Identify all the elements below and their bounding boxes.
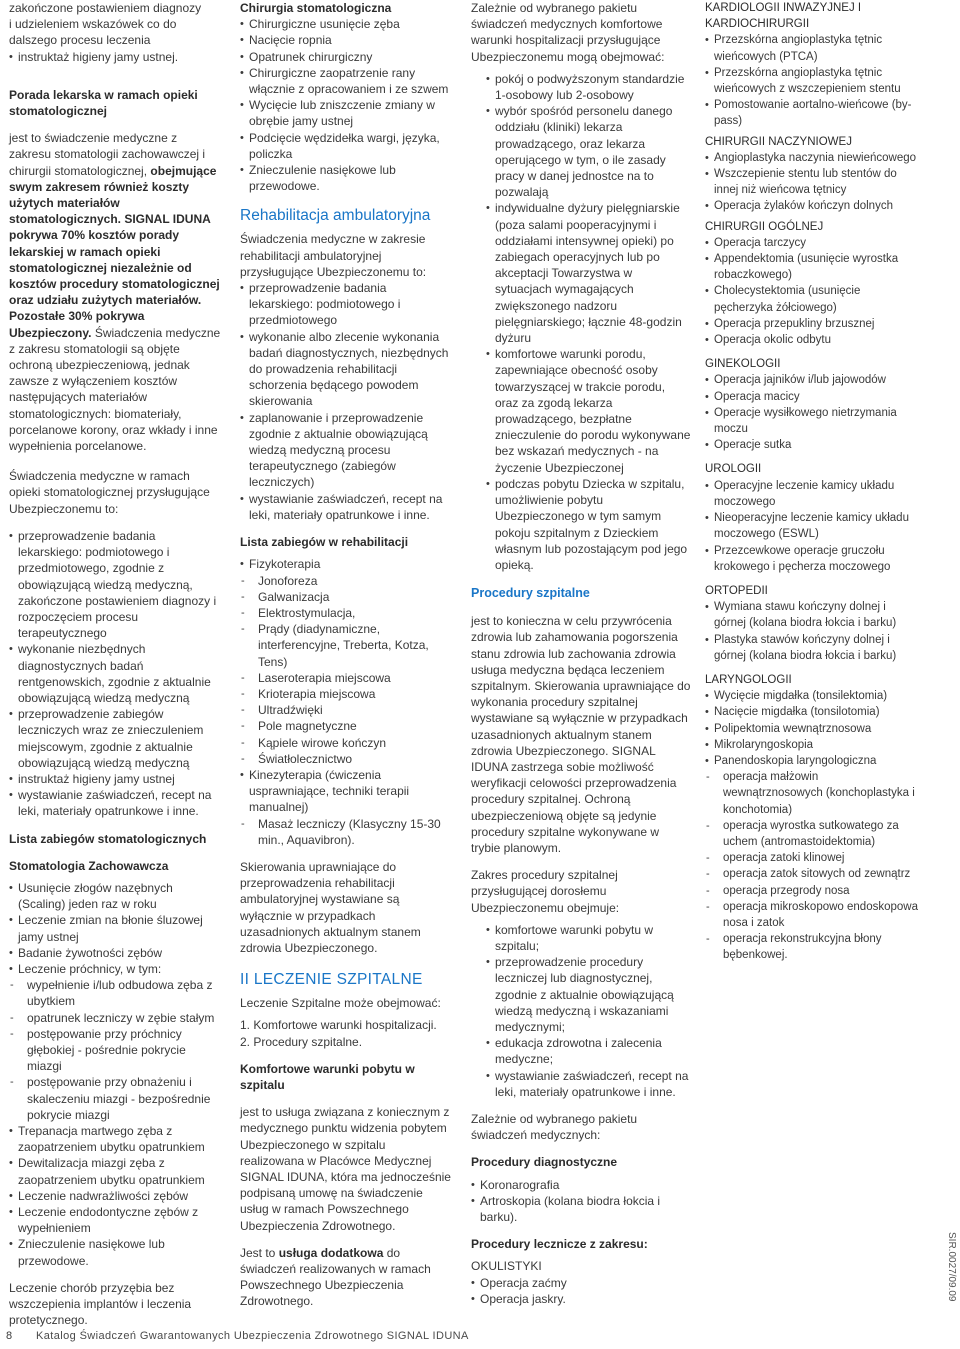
sub-list-item: - Elektrostymulacja, <box>240 605 452 621</box>
rehab-heading: Rehabilitacja ambulatoryjna <box>240 207 431 225</box>
rehab-intro: Świadczenia medyczne w zakresie rehabilitacji ambulatoryjnej przysługujące Ubezpieczonemu to: <box>240 232 427 279</box>
list-item: • Wymiana stawu kończyny dolnej i górnej (kolana biodra łokcia i barku) <box>705 599 920 631</box>
footer-text: Katalog Świadczeń Gwarantowanych Ubezpieczenia Zdrowotnego SIGNAL IDUNA <box>36 1330 469 1342</box>
list-item: • komfortowe warunki pobytu w szpitalu; <box>471 922 691 954</box>
rehab-list <box>240 280 452 523</box>
list-item: • Operacja przepukliny brzusznej <box>705 316 920 332</box>
section-list <box>705 235 920 348</box>
list-item: • Znieczulenie nasiękowe lub przewodowe. <box>240 162 452 194</box>
zakres-list <box>471 922 691 1100</box>
column-1 <box>9 0 221 1328</box>
section-heading: CHIRURGII NACZYNIOWEJ <box>705 135 852 148</box>
sub-list-item: - operacja przegrody nosa <box>705 883 920 899</box>
sub-list-item: - operacja zatok sitowych od zewnątrz <box>705 866 920 882</box>
sub-list-item: - Masaż leczniczy (Klasyczny 15-30 min., Aquavibron). <box>240 816 452 848</box>
leczenie-list <box>240 1017 452 1049</box>
porada-text-2: Świadczenia medyczne z zakresu stomatologii są objęte ochroną ubezpieczeniową, jednak zawsze z wyłączeniem kosztów następujących materiałów stomatologicznych: biomateriały, porcelanowe korony, oraz wkłady i inne wypełnienia porcelanowe. <box>9 325 221 454</box>
list-item: • Nacięcie migdałka (tonsilotomia) <box>705 704 920 720</box>
list-item: • Leczenie próchnicy, w tym: <box>9 961 221 977</box>
intro-lines <box>9 0 221 49</box>
column-3 <box>471 0 691 1307</box>
document-code-text: SIR.0027/09.09 <box>946 1232 957 1302</box>
list-item: • Operacje sutka <box>705 437 920 453</box>
sub-list-item: - operacja zatoki klinowej <box>705 850 920 866</box>
porada-bold-text: obejmujące swym zakresem również koszty użytych materiałów stomatologicznych. SIGNAL IDUNA pokrywa 70% kosztów porady lekarskiej w ramach opieki stomatologicznej niezależnie od kosztów procedury stomatologicznej oraz udziału zużytych materiałów. Pozostałe 30% pokrywa Ubezpieczony. <box>9 163 220 340</box>
zachowawcza-heading: Stomatologia Zachowawcza <box>9 858 169 873</box>
usluga-bold: usługa dodatkowa <box>278 1245 384 1260</box>
list-item: • przeprowadzenie zabiegów leczniczych wraz ze znieczuleniem miejscowym, zgodnie z aktualnie obowiązującą wiedzą medyczną <box>9 706 221 771</box>
list-item: • Angioplastyka naczynia niewieńcowego <box>705 150 920 166</box>
komfort-text: jest to usługa związana z koniecznym z medycznego punktu widzenia pobytem Ubezpieczonego w szpitalu realizowana w Placówce Medycznej SIGNAL IDUNA, która ma jednocześnie podpisaną umowę na świadczenie usług w ramach Powszechnego Ubezpieczenia Zdrowotnego. <box>240 1105 451 1233</box>
sub-list-item: - operacja małżowin wewnątrznosowych (konchoplastyka i konchotomia) <box>705 769 920 818</box>
komfort-heading: Komfortowe warunki pobytu w szpitalu <box>240 1061 415 1092</box>
section-list <box>705 599 920 664</box>
sub-list-item: - operacja mikroskopowo endoskopowa nosa i zatok <box>705 899 920 931</box>
intro-line: dalszego procesu leczenia <box>9 33 151 48</box>
list-item: • Panendoskopia laryngologiczna <box>705 753 920 769</box>
sub-list-item: - postępowanie przy obnażeniu i skaleczeniu miazgi - bezpośrednie pokrycie miazgi <box>9 1074 221 1123</box>
list-item: • Wszczepienie stentu lub stentów do innej niż wieńcowa tętnicy <box>705 166 920 198</box>
list-item: • Operacja jajników i/lub jajowodów <box>705 372 920 388</box>
list-item: • komfortowe warunki porodu, zapewniające obecność osoby towarzyszącej w trakcie porodu, oraz za zgodą lekarza prowadzącego, bezpłatne znieczulenie do porodu wykonywane bez wskazań medycznych - na życzenie Ubezpieczonej <box>471 346 691 476</box>
list-item: • Operacja zaćmy <box>471 1275 691 1291</box>
section-heading: ORTOPEDII <box>705 584 768 597</box>
sub-list-item: - operacja wyrostka sutkowatego za uchem (antromastoidektomia) <box>705 818 920 850</box>
komfort-list <box>471 71 691 573</box>
list-item: • instruktaż higieny jamy ustnej. <box>9 49 221 65</box>
list-item: • Kinezyterapia (ćwiczenia usprawniające, techniki terapii manualnej) <box>240 767 452 816</box>
list-item: • Appendektomia (usunięcie wyrostka robaczkowego) <box>705 251 920 283</box>
list-item: • Operacja jaskry. <box>471 1291 691 1307</box>
section-list <box>705 688 920 963</box>
swiadczenia-list <box>9 528 221 820</box>
list-item: • Trepanacja martwego zęba z zaopatrzeniem ubytku opatrunkiem <box>9 1123 221 1155</box>
chirurgia-list <box>240 16 452 194</box>
sub-list-item: - wypełnienie i/lub odbudowa zęba z ubytkiem <box>9 977 221 1009</box>
list-item: • Operacje wysiłkowego nietrzymania moczu <box>705 405 920 437</box>
sub-list-item: - Pole magnetyczne <box>240 718 452 734</box>
list-item: • Leczenie endodontyczne zębów z wypełnieniem <box>9 1204 221 1236</box>
sub-list-item: - postępowanie przy próchnicy głębokiej - pośrednie pokrycie miazgi <box>9 1026 221 1075</box>
list-item: • Pomostowanie aortalno-wieńcowe (by-pass) <box>705 97 920 129</box>
zachowawcza-list <box>9 880 221 1269</box>
list-item: • Znieczulenie nasiękowe lub przewodowe. <box>9 1236 221 1268</box>
list-item: • Polipektomia wewnątrznosowa <box>705 721 920 737</box>
sub-list-item: - Galwanizacja <box>240 589 452 605</box>
sub-list-item: - Światłolecznictwo <box>240 751 452 767</box>
lista-rehab-heading: Lista zabiegów w rehabilitacji <box>240 535 409 550</box>
okulistyki-heading: OKULISTYKI <box>471 1259 542 1274</box>
list-item: • Badanie żywotności zębów <box>9 945 221 961</box>
intro-line: zakończone postawieniem diagnozy <box>9 1 202 15</box>
list-item: • instruktaż higieny jamy ustnej <box>9 771 221 787</box>
column-4 <box>705 0 920 964</box>
list-item: • Operacja żylaków kończyn dolnych <box>705 198 920 214</box>
section-list <box>705 478 920 575</box>
list-item: • wystawianie zaświadczeń, recept na leki, materiały opatrunkowe i inne. <box>471 1068 691 1100</box>
chirurgia-heading: Chirurgia stomatologiczna <box>240 1 392 15</box>
list-item: • przeprowadzenie badania lekarskiego: podmiotowego i przedmiotowego <box>240 280 452 329</box>
skierowania-text: Skierowania uprawniające do przeprowadzenia rehabilitacji ambulatoryjnej wystawiane są wyłącznie w przypadkach uzasadnionych aktualnym stanem zdrowia Ubezpieczonego. <box>240 859 421 955</box>
list-item: • Opatrunek chirurgiczny <box>240 49 452 65</box>
sub-list-item: - Ultradźwięki <box>240 702 452 718</box>
section-heading: UROLOGII <box>705 463 762 476</box>
sub-list-item: - operacja rekonstrukcyjna błony bębenkowej. <box>705 931 920 963</box>
porada-text: jest to świadczenie medyczne z zakresu stomatologii zachowawczej i chirurgii stomatologicznej, <box>9 131 206 178</box>
okulistyki-list <box>471 1275 691 1307</box>
list-item: • Koronarografia <box>471 1177 691 1193</box>
section-heading: GINEKOLOGII <box>705 358 781 371</box>
section-list <box>705 32 920 129</box>
list-item: • podczas pobytu Dziecka w szpitalu, umożliwienie pobytu Ubezpieczonego w tym samym pokoju szpitalnym z Dzieckiem własnym lub pozostającym pod jego opieką. <box>471 476 691 573</box>
list-item: • Dewitalizacja miazgi zęba z zaopatrzeniem ubytku opatrunkiem <box>9 1155 221 1187</box>
sub-list-item: - Krioterapia miejscowa <box>240 686 452 702</box>
list-item: • Przezskórna angioplastyka tętnic wieńcowych z wszczepieniem stentu <box>705 65 920 97</box>
list-item: • Wycięcie migdałka (tonsilektomia) <box>705 688 920 704</box>
list-item: • przeprowadzenie badania lekarskiego: podmiotowego i przedmiotowego, zgodnie z obowiązującą wiedzą medyczną, zakończone postawieniem diagnozy i rozpoczęciem procesu terapeutycznego <box>9 528 221 641</box>
list-item: • Cholecystektomia (usunięcie pęcherzyka żółciowego) <box>705 283 920 315</box>
diagnostyczne-heading: Procedury diagnostyczne <box>471 1155 618 1170</box>
list-item: • Operacja macicy <box>705 389 920 405</box>
zaleznie-text: Zależnie od wybranego pakietu świadczeń medycznych: <box>471 1112 638 1143</box>
list-item: • Usunięcie złogów nazębnych (Scaling) jeden raz w roku <box>9 880 221 912</box>
intro-line: i udzieleniem wskazówek co do <box>9 17 177 32</box>
list-item: • wykonanie albo zlecenie wykonania badań diagnostycznych, niezbędnych do prowadzenia rehabilitacji schorzenia będącego powodem skierowania <box>240 329 452 410</box>
leczenie-szpitalne-heading: II LECZENIE SZPITALNE <box>240 971 423 989</box>
list-item: • Podcięcie wędzidełka wargi, języka, policzka <box>240 130 452 162</box>
list-item: • Nieoperacyjne leczenie kamicy układu moczowego (ESWL) <box>705 510 920 542</box>
list-item: • Leczenie zmian na błonie śluzowej jamy ustnej <box>9 912 221 944</box>
section-list <box>705 150 920 215</box>
section-heading: LARYNGOLOGII <box>705 673 792 686</box>
sub-list-item: - Jonoforeza <box>240 573 452 589</box>
document-code <box>944 1232 958 1312</box>
column-2 <box>240 0 452 1310</box>
list-item: • Operacyjne leczenie kamicy układu moczowego <box>705 478 920 510</box>
list-item: • zaplanowanie i przeprowadzenie zgodnie z aktualnie obowiązującą wiedzą medyczną procesu terapeutycznego (zabiegów leczniczych) <box>240 410 452 491</box>
porada-paragraph <box>9 130 221 454</box>
list-item: • edukacja zdrowotna i zalecenia medyczne; <box>471 1035 691 1067</box>
diagnostyczne-list <box>471 1177 691 1226</box>
closing-text: Leczenie chorób przyzębia bez wszczepienia implantów i leczenia protetycznego. <box>9 1280 192 1328</box>
intro-bullet-list <box>9 49 221 65</box>
list-item: • indywidualne dyżury pielęgniarskie (poza salami pooperacyjnymi i oddziałami intensywnej opieki) po zabiegach operacyjnych lub po akceptacji Towarzystwa w sytuacjach wymagających zwiększonego nadzoru pielęgniarskiego; łącznie 48-godzin dyżuru <box>471 200 691 346</box>
leczenie-list-item: 1. Komfortowe warunki hospitalizacji. <box>240 1018 437 1033</box>
usluga-pre: Jest to <box>240 1245 279 1260</box>
list-item: • pokój o podwyższonym standardzie 1-osobowy lub 2-osobowy <box>471 71 691 103</box>
procedury-text: jest to konieczna w celu przywrócenia zdrowia lub zahamowania pogorszenia stanu zdrowia lub zachowania zdrowia usługa medyczna będąca leczeniem szpitalnym. Skierowania uprawniające do wykonania procedury szpitalnej wystawiane są wyłącznie w przypadkach uzasadnionych aktualnym stanem zdrowia Ubezpieczonego. SIGNAL IDUNA zastrzega sobie możliwość weryfikacji celowości przeprowadzenia procedury szpitalnej. Ochroną ubezpieczeniową objęte są jedynie procedury szpitalne wykonywane w trybie planowym. <box>471 614 691 855</box>
lecznicze-heading: Procedury lecznicze z zakresu: <box>471 1237 648 1252</box>
usluga-post: do świadczeń realizowanych w ramach Powszechnego Ubezpieczenia Zdrowotnego. <box>240 1245 431 1309</box>
list-item: • wystawianie zaświadczeń, recept na leki, materiały opatrunkowe i inne. <box>240 491 452 523</box>
list-item: • wystawianie zaświadczeń, recept na leki, materiały opatrunkowe i inne. <box>9 787 221 819</box>
list-item: • Operacja okolic odbytu <box>705 332 920 348</box>
section-list <box>705 372 920 453</box>
section-heading: KARDIOLOGII INWAZYJNEJ I KARDIOCHIRURGII <box>705 2 862 31</box>
section-heading: CHIRURGII OGÓLNEJ <box>705 220 824 233</box>
sub-list-item: - Laseroterapia miejscowa <box>240 670 452 686</box>
list-item: • Wycięcie lub zniszczenie zmiany w obrębie jamy ustnej <box>240 97 452 129</box>
list-item: • Leczenie nadwrażliwości zębów <box>9 1188 221 1204</box>
lista-heading: Lista zabiegów stomatologicznych <box>9 831 207 846</box>
zakres-intro: Zakres procedury szpitalnej przysługującej dorosłemu Ubezpieczonemu obejmuje: <box>471 868 620 915</box>
sub-list-item: - Prądy (diadynamiczne, interferencyjne, Treberta, Kotza, Tens) <box>240 621 452 670</box>
list-item: • Przezskórna angioplastyka tętnic wieńcowych (PTCA) <box>705 32 920 64</box>
lista-rehab-list <box>240 556 452 848</box>
list-item: • Przezcewkowe operacje gruczołu krokowego i pęcherza moczowego <box>705 543 920 575</box>
list-item: • wybór spośród personelu danego oddziału (kliniki) lekarza prowadzącego, oraz lekarza operującego w tym, o ile zasady pracy w danej jednostce na to pozwalają <box>471 103 691 200</box>
sub-list-item: - opatrunek leczniczy w zębie stałym <box>9 1010 221 1026</box>
procedury-heading: Procedury szpitalne <box>471 586 590 601</box>
list-item: • Nacięcie ropnia <box>240 32 452 48</box>
list-item: • wykonanie niezbędnych diagnostycznych badań rentgenowskich, zgodnie z aktualnie obowiązującą wiedzą medyczną <box>9 641 221 706</box>
list-item: • Chirurgiczne usunięcie zęba <box>240 16 452 32</box>
usluga-paragraph <box>240 1245 452 1310</box>
leczenie-intro: Leczenie Szpitalne może obejmować: <box>240 996 441 1011</box>
komfort-intro: Zależnie od wybranego pakietu świadczeń medycznych komfortowe warunki hospitalizacji przysługujące Ubezpieczonemu mogą obejmować: <box>471 1 665 64</box>
list-item: • Mikrolaryngoskopia <box>705 737 920 753</box>
sub-list-item: - Kąpiele wirowe kończyn <box>240 735 452 751</box>
swiadczenia-intro: Świadczenia medyczne w ramach opieki stomatologicznej przysługujące Ubezpieczonemu to: <box>9 469 210 516</box>
page-number: 8 <box>6 1330 13 1342</box>
porada-heading: Porada lekarska w ramach opieki stomatologicznej <box>9 87 198 119</box>
list-item: • Artroskopia (kolana biodra łokcia i barku). <box>471 1193 691 1225</box>
list-item: • przeprowadzenie procedury leczniczej lub diagnostycznej, zgodnie z aktualnie obowiązującą wiedzą medyczną i wskazaniami medycznymi; <box>471 954 691 1035</box>
list-item: • Chirurgiczne zaopatrzenie rany włącznie z opracowaniem i ze szwem <box>240 65 452 97</box>
leczenie-list-item: 2. Procedury szpitalne. <box>240 1034 363 1049</box>
list-item: • Plastyka stawów kończyny dolnej i górnej (kolana biodra łokcia i barku) <box>705 632 920 664</box>
list-item: • Operacja tarczycy <box>705 235 920 251</box>
list-item: • Fizykoterapia <box>240 556 452 572</box>
